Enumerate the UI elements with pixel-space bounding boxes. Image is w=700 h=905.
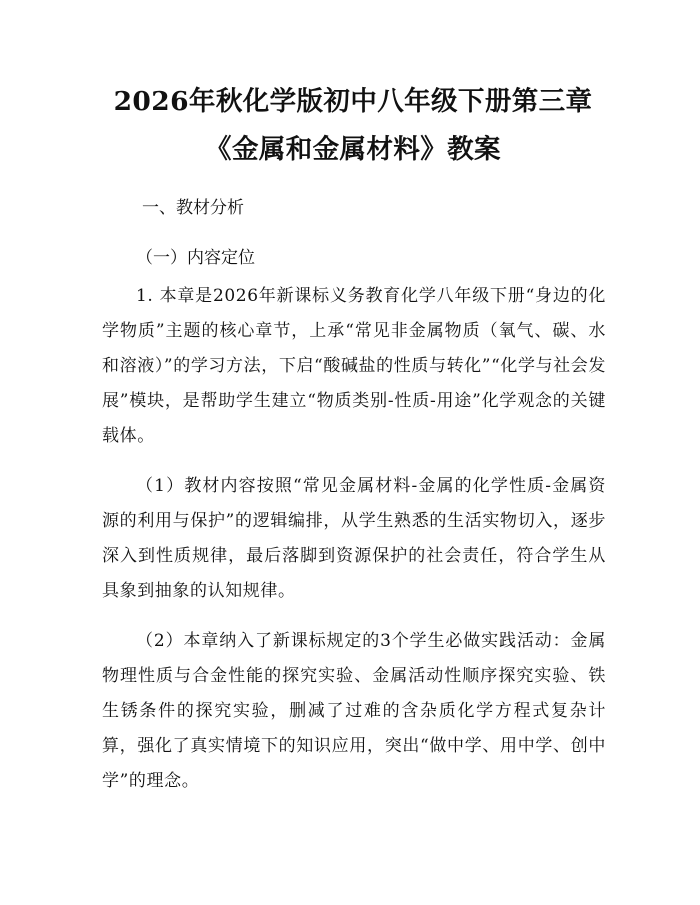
section-heading: 一、教材分析 [142, 198, 244, 218]
subsection-heading: （一）内容定位 [136, 248, 255, 268]
paragraph-3: （2）本章纳入了新课标规定的3个学生必做实践活动：金属物理性质与合金性能的探究实验、金属活动性顺序探究实验、铁生锈条件的探究实验，删减了过难的含杂质化学方程式复杂计算，强化了真实情境下的知识应用，突出“做中学、用中学、创中学”的理念。 [102, 631, 606, 791]
document-title: 2026年秋化学版初中八年级下册第三章《金属和金属材料》教案 [113, 86, 593, 165]
paragraph-1: 1. 本章是2026年新课标义务教育化学八年级下册“身边的化学物质”主题的核心章节，上承“常见非金属物质（氧气、碳、水和溶液）”的学习方法，下启“酸碱盐的性质与转化”“化学与社会发展”模块，是帮助学生建立“物质类别-性质-用途”化学观念的关键载体。 [102, 286, 606, 446]
paragraph-2: （1）教材内容按照“常见金属材料-金属的化学性质-金属资源的利用与保护”的逻辑编排，从学生熟悉的生活实物切入，逐步深入到性质规律，最后落脚到资源保护的社会责任，符合学生从具象到抽象的认知规律。 [102, 476, 606, 601]
